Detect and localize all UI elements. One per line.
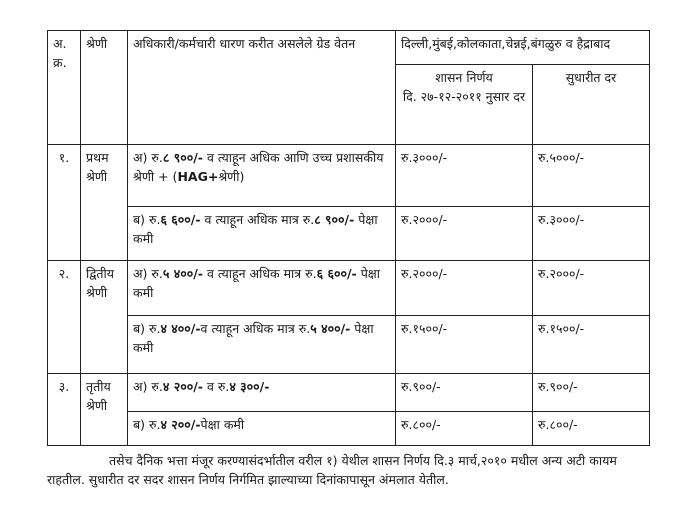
- old-rate: रु.२०००/-: [396, 261, 533, 316]
- revised-rate: रु.८००/-: [533, 412, 650, 446]
- table-row: [48, 207, 650, 261]
- old-rate: रु.२०००/-: [396, 207, 533, 261]
- desc-amount: ६ ६००/-: [316, 266, 357, 281]
- row-serial: १.: [48, 145, 81, 261]
- desc-text: श्रेणी): [218, 169, 245, 184]
- old-rate: रु.३०००/-: [396, 145, 533, 207]
- desc-text: पेक्षा कमी: [200, 417, 245, 432]
- header-gov-decision-label: शासन निर्णय: [435, 70, 493, 85]
- header-category: श्रेणी: [81, 31, 128, 145]
- desc-text: व त्याहून अधिक मात्र रु.: [200, 321, 311, 336]
- desc-amount: ४ २००/-: [162, 379, 203, 394]
- desc-amount: ८ ९००/-: [314, 212, 355, 227]
- table-row: [48, 261, 650, 316]
- header-serial: अ. क्र.: [48, 31, 81, 145]
- old-rate: रु.१५००/-: [396, 316, 533, 374]
- allowance-rates-table: [47, 30, 650, 446]
- desc-text: पेक्षा कमी: [133, 212, 378, 246]
- row-grade-pay: [128, 145, 396, 207]
- old-rate: रु.८००/-: [396, 412, 533, 446]
- header-grade-pay: अधिकारी/कर्मचारी धारण करीत असलेले ग्रेड वेतन: [128, 31, 396, 145]
- desc-text: अ) रु.: [133, 266, 163, 281]
- row-serial: ३.: [48, 374, 81, 446]
- desc-text: पेक्षा कमी: [133, 266, 381, 300]
- desc-amount: ५ ४००/-: [162, 266, 203, 281]
- desc-text: व त्याहून अधिक आणि उच्च प्रशासकीय श्रेणी + (: [133, 150, 384, 184]
- revised-rate: रु.५०००/-: [533, 145, 650, 207]
- table-row: [48, 316, 650, 374]
- desc-text: ब) रु.: [133, 417, 161, 432]
- revised-rate: रु.९००/-: [533, 374, 650, 412]
- row-grade-pay: [128, 207, 396, 261]
- header-gov-decision-date: दि. २७-१२-२०११ नुसार दर: [402, 89, 526, 104]
- desc-amount: ४ २००/-: [160, 417, 201, 432]
- desc-amount: ६ ६००/-: [160, 212, 201, 227]
- row-grade-pay: [128, 374, 396, 412]
- desc-text: अ) रु.: [133, 379, 163, 394]
- row-serial: २.: [48, 261, 81, 374]
- footer-paragraph-text: तसेच दैनिक भत्ता मंजूर करण्यासंदर्भातील वरील १) येथील शासन निर्णय दि.३ मार्च,२०१० मधील अन्य अटी कायम राहतील. सुधारीत दर सदर शासन निर्णय निर्गमित झाल्याच्या दिनांकापासून अंमलात येतील.: [47, 453, 617, 487]
- row-category: प्रथम श्रेणी: [81, 145, 128, 261]
- row-category: द्वितीय श्रेणी: [81, 261, 128, 374]
- desc-text: व रु.: [202, 379, 230, 394]
- desc-amount: ५ ४००/-: [310, 321, 351, 336]
- desc-text: व त्याहून अधिक मात्र रु.: [202, 266, 317, 281]
- revised-rate: रु.१५००/-: [533, 316, 650, 374]
- desc-amount: ४ ३००/-: [229, 379, 270, 394]
- desc-amount: ४ ४००/-: [160, 321, 201, 336]
- footer-paragraph: [47, 451, 647, 489]
- desc-text: ब) रु.: [133, 212, 161, 227]
- header-revised-rate: सुधारीत दर: [533, 65, 650, 145]
- desc-amount: ८ ९००/-: [162, 150, 203, 165]
- desc-text: ब) रु.: [133, 321, 161, 336]
- header-cities: दिल्ली,मुंबई,कोलकाता,चेन्नई,बंगळुरु व हैद्राबाद: [396, 31, 650, 65]
- revised-rate: रु.२०००/-: [533, 261, 650, 316]
- desc-text: व त्याहून अधिक मात्र रु.: [200, 212, 315, 227]
- row-grade-pay: [128, 412, 396, 446]
- desc-text: अ) रु.: [133, 150, 163, 165]
- row-grade-pay: [128, 261, 396, 316]
- desc-text: पेक्षा कमी: [133, 321, 374, 355]
- row-category: तृतीय श्रेणी: [81, 374, 128, 446]
- revised-rate: रु.३०००/-: [533, 207, 650, 261]
- table-row: [48, 412, 650, 446]
- table-row: [48, 145, 650, 207]
- header-gov-decision: [396, 65, 533, 145]
- row-grade-pay: [128, 316, 396, 374]
- old-rate: रु.९००/-: [396, 374, 533, 412]
- desc-amount: HAG+: [177, 169, 219, 184]
- table-row: [48, 374, 650, 412]
